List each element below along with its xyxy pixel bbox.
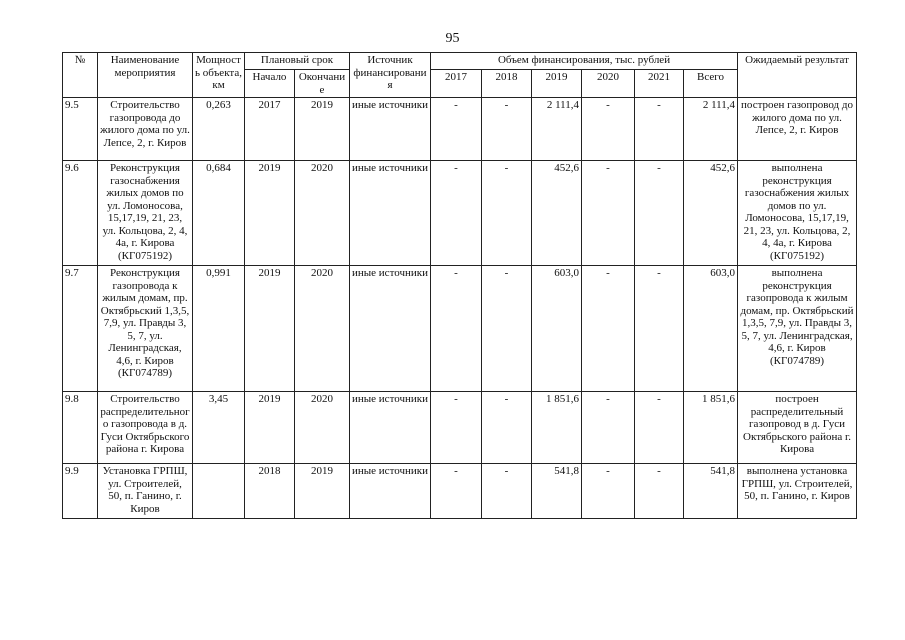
header-year: 2018 [482, 70, 532, 98]
table-row [63, 266, 857, 392]
cell-name: Установка ГРПШ, ул. Строителей, 50, п. Ганино, г. Киров [98, 464, 193, 519]
cell-name: Реконструкция газопровода к жилым домам, пр. Октябрьский 1,3,5, 7,9, ул. Правды 3, 5, 7, ул. Ленинградская, 4,6, г. Киров (КГ074789) [98, 266, 193, 392]
cell-capacity: 0,684 [193, 161, 245, 266]
cell-end: 2019 [295, 98, 350, 161]
cell-2019: 603,0 [532, 266, 582, 392]
cell-2018: - [482, 266, 532, 392]
cell-name: Реконструкция газоснабжения жилых домов по ул. Ломоносова, 15,17,19, 21, 23, ул. Кольцова, 2, 4, 4а, г. Кирова (КГ075192) [98, 161, 193, 266]
header-source: Источник финансирования [350, 53, 431, 98]
cell-total: 541,8 [684, 464, 738, 519]
header-year: 2020 [582, 70, 635, 98]
cell-name: Строительство газопровода до жилого дома по ул. Лепсе, 2, г. Киров [98, 98, 193, 161]
cell-2020: - [582, 266, 635, 392]
table-row [63, 392, 857, 464]
table-row [63, 98, 857, 161]
cell-total: 452,6 [684, 161, 738, 266]
cell-2020: - [582, 392, 635, 464]
cell-end: 2019 [295, 464, 350, 519]
cell-total: 2 111,4 [684, 98, 738, 161]
cell-2017: - [431, 392, 482, 464]
cell-result: выполнена реконструкция газопровода к жилым домам, пр. Октябрьский 1,3,5, 7,9, ул. Правды 3, 5, 7, ул. Ленинградская, 4,6, г. Киров (КГ074789) [738, 266, 857, 392]
cell-total: 1 851,6 [684, 392, 738, 464]
cell-total: 603,0 [684, 266, 738, 392]
cell-2019: 1 851,6 [532, 392, 582, 464]
cell-2019: 452,6 [532, 161, 582, 266]
cell-source: иные источники [350, 266, 431, 392]
cell-2018: - [482, 464, 532, 519]
cell-num: 9.5 [63, 98, 98, 161]
activities-table [62, 52, 857, 519]
cell-2021: - [635, 464, 684, 519]
cell-start: 2017 [245, 98, 295, 161]
cell-name: Строительство распределительного газопровода в д. Гуси Октябрьского района г. Кирова [98, 392, 193, 464]
cell-2021: - [635, 392, 684, 464]
cell-2017: - [431, 464, 482, 519]
cell-2020: - [582, 161, 635, 266]
cell-2019: 2 111,4 [532, 98, 582, 161]
cell-2018: - [482, 98, 532, 161]
table-row [63, 161, 857, 266]
header-end: Окончание [295, 70, 350, 98]
header-year: 2021 [635, 70, 684, 98]
cell-start: 2019 [245, 392, 295, 464]
header-start: Начало [245, 70, 295, 98]
cell-result: выполнена реконструкция газоснабжения жилых домов по ул. Ломоносова, 15,17,19, 21, 23, ул. Кольцова, 2, 4, 4а, г. Кирова (КГ075192) [738, 161, 857, 266]
table-header-row [63, 53, 857, 70]
header-year: 2019 [532, 70, 582, 98]
cell-start: 2018 [245, 464, 295, 519]
cell-num: 9.7 [63, 266, 98, 392]
cell-source: иные источники [350, 392, 431, 464]
cell-source: иные источники [350, 161, 431, 266]
cell-end: 2020 [295, 392, 350, 464]
cell-2020: - [582, 98, 635, 161]
cell-2021: - [635, 98, 684, 161]
header-capacity: Мощность объекта, км [193, 53, 245, 98]
cell-num: 9.9 [63, 464, 98, 519]
cell-2021: - [635, 266, 684, 392]
cell-capacity: 0,263 [193, 98, 245, 161]
cell-source: иные источники [350, 464, 431, 519]
header-year: 2017 [431, 70, 482, 98]
cell-end: 2020 [295, 266, 350, 392]
page-number: 95 [445, 31, 460, 46]
cell-2020: - [582, 464, 635, 519]
header-period: Плановый срок [245, 53, 350, 70]
cell-2017: - [431, 161, 482, 266]
cell-result: построен распределительный газопровод в д. Гуси Октябрьского района г. Кирова [738, 392, 857, 464]
cell-start: 2019 [245, 266, 295, 392]
cell-2017: - [431, 266, 482, 392]
cell-2017: - [431, 98, 482, 161]
cell-result: выполнена установка ГРПШ, ул. Строителей, 50, п. Ганино, г. Киров [738, 464, 857, 519]
cell-num: 9.6 [63, 161, 98, 266]
cell-capacity [193, 464, 245, 519]
header-num: № [63, 53, 98, 98]
cell-capacity: 0,991 [193, 266, 245, 392]
header-name: Наименование мероприятия [98, 53, 193, 98]
header-funding: Объем финансирования, тыс. рублей [431, 53, 738, 70]
cell-source: иные источники [350, 98, 431, 161]
cell-capacity: 3,45 [193, 392, 245, 464]
cell-end: 2020 [295, 161, 350, 266]
cell-2018: - [482, 392, 532, 464]
cell-2019: 541,8 [532, 464, 582, 519]
header-total: Всего [684, 70, 738, 98]
table-row [63, 464, 857, 519]
cell-start: 2019 [245, 161, 295, 266]
cell-2021: - [635, 161, 684, 266]
cell-result: построен газопровод до жилого дома по ул. Лепсе, 2, г. Киров [738, 98, 857, 161]
cell-num: 9.8 [63, 392, 98, 464]
cell-2018: - [482, 161, 532, 266]
header-result: Ожидаемый результат [738, 53, 857, 98]
